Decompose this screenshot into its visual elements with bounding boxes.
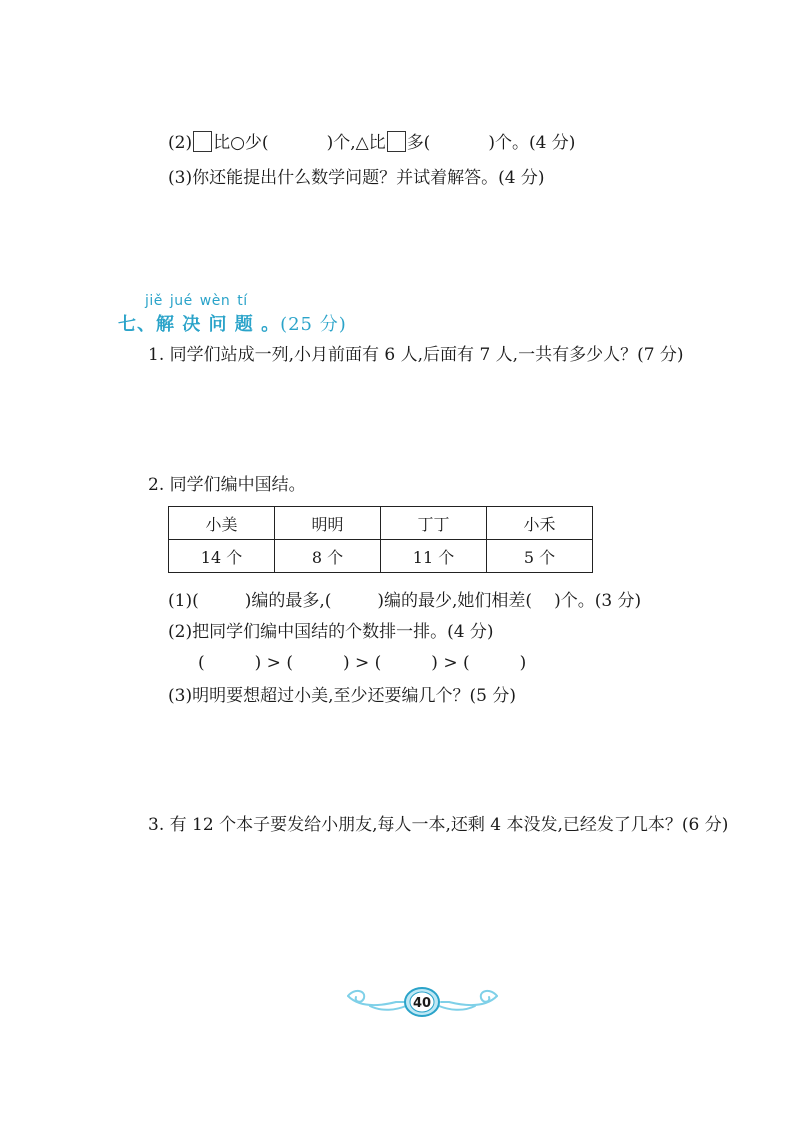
- problem2-q1-text-4: )个。(3 分): [554, 591, 642, 611]
- table-cell-count: 14 个: [169, 540, 275, 573]
- knots-table: [168, 506, 593, 573]
- table-cell-name: 明明: [275, 507, 381, 540]
- ordering-row: [198, 652, 526, 674]
- q6-part2-text-a: 比○少(: [213, 133, 269, 153]
- q6-part2: [168, 131, 575, 154]
- problem1: 1. 同学们站成一列,小月前面有 6 人,后面有 7 人,一共有多少人？(7 分): [148, 345, 684, 365]
- pinyin-syllable: jué: [169, 293, 193, 309]
- section7-pinyin: [145, 293, 255, 309]
- problem2-title: 2. 同学们编中国结。: [148, 475, 306, 495]
- table-cell-name: 小美: [169, 507, 275, 540]
- problem3: 3. 有 12 个本子要发给小朋友,每人一本,还剩 4 本没发,已经发了几本？(6 分): [148, 815, 729, 835]
- problem2-q1-text-1: (1)(: [168, 591, 199, 611]
- table-cell-count: 8 个: [275, 540, 381, 573]
- greater-than-separator: ) > (: [254, 653, 293, 673]
- paren-open: (: [198, 653, 205, 673]
- pinyin-syllable: tí: [237, 293, 248, 309]
- problem2-q1: [168, 590, 641, 612]
- square-shape: [193, 131, 212, 152]
- problem2-q1-text-2: )编的最多,(: [244, 591, 332, 611]
- q6-part3: (3)你还能提出什么数学问题？并试着解答。(4 分): [168, 168, 545, 188]
- page-number-ornament: [340, 982, 505, 1022]
- q6-part2-text-b: )个,△比: [326, 133, 386, 153]
- section7-title: 七、解 决 问 题 。: [118, 314, 281, 335]
- greater-than-separator: ) > (: [431, 653, 470, 673]
- section7-heading: [118, 314, 347, 336]
- greater-than-separator: ) > (: [342, 653, 382, 673]
- table-cell-name: 丁丁: [381, 507, 487, 540]
- table-row-names: [169, 507, 593, 540]
- table-cell-count: 5 个: [487, 540, 593, 573]
- q6-part2-num: (2): [168, 133, 193, 153]
- table-row-counts: [169, 540, 593, 573]
- problem2-q2: (2)把同学们编中国结的个数排一排。(4 分): [168, 622, 494, 642]
- table-cell-name: 小禾: [487, 507, 593, 540]
- q6-part2-text-c: 多(: [406, 133, 431, 153]
- page-number: 40: [412, 996, 432, 1011]
- square-shape: [387, 131, 406, 152]
- problem2-q3: (3)明明要想超过小美,至少还要编几个？(5 分): [168, 686, 516, 706]
- section7-points: (25 分): [280, 314, 347, 335]
- pinyin-syllable: jiě: [145, 293, 163, 309]
- paren-close: ): [519, 653, 527, 673]
- problem2-q1-text-3: )编的最少,她们相差(: [377, 591, 533, 611]
- pinyin-syllable: wèn: [199, 293, 231, 309]
- q6-part2-text-d: )个。(4 分): [488, 133, 576, 153]
- table-cell-count: 11 个: [381, 540, 487, 573]
